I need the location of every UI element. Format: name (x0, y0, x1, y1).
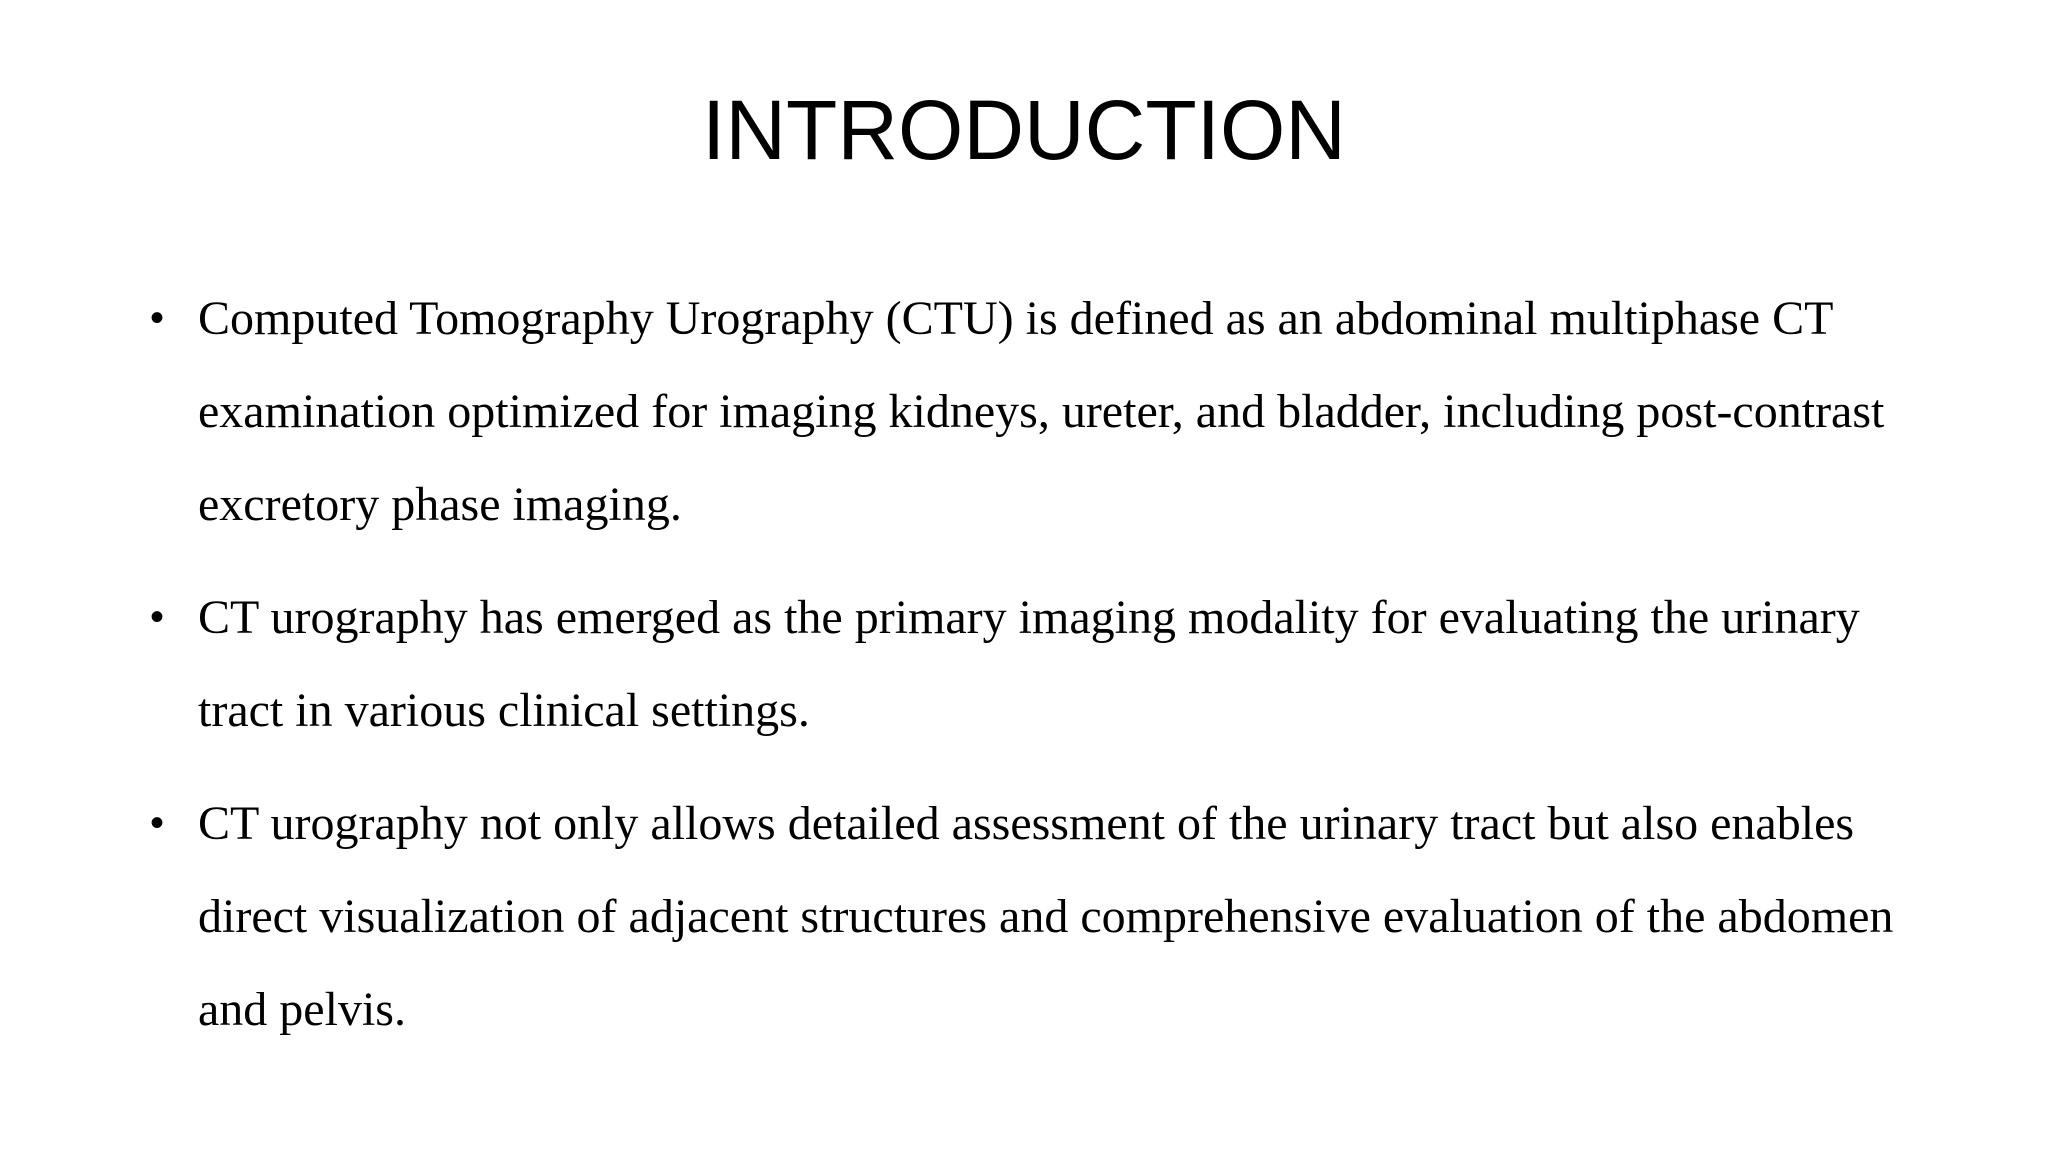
bullet-dot-icon: • (150, 296, 165, 340)
bullet-item (150, 571, 1930, 757)
slide-title: INTRODUCTION (702, 83, 1346, 177)
bullet-dot-icon: • (150, 801, 165, 845)
bullet-text: CT urography has emerged as the primary imaging modality for evaluating the urinary tract in various clinical settings. (198, 591, 1860, 737)
bullet-item (150, 777, 1930, 1056)
bullet-item (150, 272, 1930, 551)
bullet-dot-icon: • (150, 595, 165, 639)
bullet-text: Computed Tomography Urography (CTU) is defined as an abdominal multiphase CT examination optimized for imaging kidneys, ureter, and bladder, including post-contrast excretory phase imaging. (198, 292, 1885, 531)
bullet-list (150, 272, 1930, 1076)
bullet-text: CT urography not only allows detailed assessment of the urinary tract but also enables direct visualization of adjacent structures and comprehensive evaluation of the abdomen and pelvis. (198, 797, 1894, 1036)
